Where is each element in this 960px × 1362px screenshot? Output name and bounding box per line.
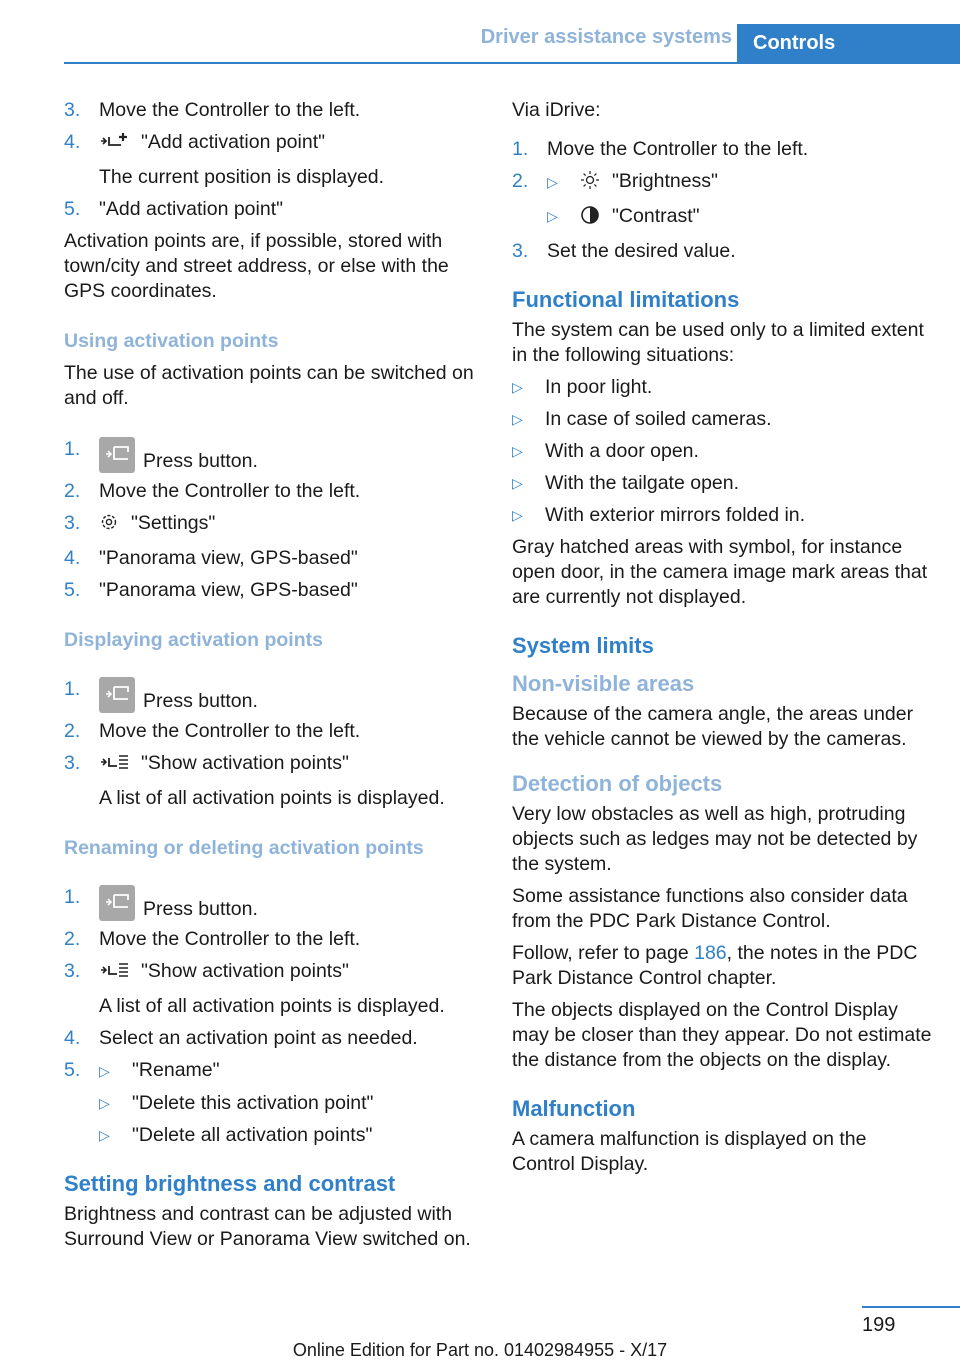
bullet-item (512, 503, 932, 528)
list-subtext: A list of all activation points is displayed. (99, 995, 445, 1017)
bullet-triangle-icon: ▷ (512, 443, 523, 459)
bullet-item (512, 439, 932, 464)
page-number: 199 (862, 1314, 896, 1336)
list-item (64, 511, 479, 539)
list-item (64, 1026, 479, 1051)
paragraph-brightness: Brightness and contrast can be adjusted with Surround View or Panorama View switched on. (64, 1203, 471, 1250)
header-chapter-tab: Controls (737, 24, 960, 62)
list-number: 2. (64, 720, 81, 742)
heading-system-limits: System limits (512, 633, 654, 658)
list-number: 3. (64, 960, 81, 982)
list-number: 2. (512, 170, 529, 192)
bullet-triangle-icon: ▷ (547, 208, 558, 224)
list-number: 4. (64, 547, 81, 569)
bullet-text: With a door open. (545, 440, 699, 462)
list-text: Move the Controller to the left. (99, 720, 361, 742)
list-number: 3. (64, 752, 81, 774)
bullet-triangle-icon: ▷ (547, 174, 558, 190)
bullet-triangle-icon: ▷ (512, 507, 523, 523)
paragraph-detection-1: Very low obstacles as well as high, protruding objects such as ledges may not be detected by the system. (512, 803, 918, 875)
heading-malfunction: Malfunction (512, 1096, 636, 1121)
bullet-triangle-icon: ▷ (512, 475, 523, 491)
list-item (64, 197, 479, 222)
heading-detection-of-objects: Detection of objects (512, 771, 723, 796)
paragraph-using: The use of activation points can be switched on and off. (64, 362, 474, 409)
right-column (512, 98, 932, 1184)
list-text: "Add activation point" (141, 131, 326, 153)
header-rule (64, 62, 960, 64)
paragraph-non-visible: Because of the camera angle, the areas under the vehicle cannot be viewed by the cameras. (512, 703, 914, 750)
show-list-icon (99, 960, 129, 987)
list-number: 3. (512, 240, 529, 262)
list-subtext: The current position is displayed. (99, 166, 385, 188)
camera-button-icon (99, 885, 135, 921)
bullet-text: With the tailgate open. (545, 472, 740, 494)
list-item (64, 959, 479, 1019)
bullet-item (512, 471, 932, 496)
bullet-item (512, 407, 932, 432)
paragraph-functional: The system can be used only to a limited extent in the following situations: (512, 319, 924, 366)
list-text: Press button. (143, 690, 258, 712)
add-point-icon (99, 131, 129, 158)
list-item (512, 169, 932, 197)
heading-renaming-deleting: Renaming or deleting activation points (64, 837, 424, 859)
list-text: "Rename" (132, 1059, 220, 1081)
list-item (64, 673, 479, 714)
list-text: Move the Controller to the left. (547, 138, 809, 160)
list-text: Press button. (143, 898, 258, 920)
list-text: "Panorama view, GPS-based" (99, 547, 358, 569)
bullet-triangle-icon: ▷ (99, 1095, 110, 1111)
left-column (64, 98, 479, 1259)
bullet-text: "Delete all activation points" (132, 1124, 373, 1146)
list-number: 4. (64, 131, 81, 153)
paragraph-malfunction: A camera malfunction is displayed on the Control Display. (512, 1128, 867, 1175)
follow-text-start: Follow, refer to page (512, 942, 695, 964)
list-item (64, 546, 479, 571)
list-item (64, 881, 479, 922)
heading-non-visible-areas: Non-visible areas (512, 671, 695, 696)
list-item (512, 239, 932, 264)
list-item (64, 927, 479, 952)
heading-brightness-contrast: Setting brightness and contrast (64, 1171, 396, 1196)
list-number: 3. (64, 99, 81, 121)
list-item (64, 130, 479, 190)
contrast-icon (580, 205, 600, 232)
gear-icon (99, 512, 119, 539)
bullet-text: With exterior mirrors folded in. (545, 504, 806, 526)
footer-rule (862, 1306, 960, 1308)
page-header (0, 0, 960, 64)
list-item (64, 433, 479, 474)
list-item (64, 719, 479, 744)
bullet-triangle-icon: ▷ (99, 1063, 110, 1079)
page-186-link[interactable]: 186 (694, 942, 727, 964)
list-number: 2. (64, 480, 81, 502)
list-item (64, 479, 479, 504)
paragraph-gray-hatched: Gray hatched areas with symbol, for instance open door, in the camera image mark areas that are currently not displayed. (512, 536, 928, 608)
follow-text-end: , the notes in the PDC Park Distance Control chapter. (512, 942, 918, 989)
list-text: "Add activation point" (99, 198, 284, 220)
paragraph-activation: Activation points are, if possible, stored with town/city and street address, or else with the GPS coordinates. (64, 230, 449, 302)
list-number: 4. (64, 1027, 81, 1049)
list-text: "Show activation points" (141, 752, 349, 774)
bullet-text: "Contrast" (612, 205, 700, 227)
camera-button-icon (99, 437, 135, 473)
footer-edition: Online Edition for Part no. 01402984955 - X/17 (292, 1340, 668, 1360)
heading-using-activation-points: Using activation points (64, 330, 279, 352)
header-section-title: Driver assistance systems (480, 26, 732, 48)
list-number: 1. (64, 678, 81, 700)
heading-functional-limitations: Functional limitations (512, 287, 740, 312)
bullet-triangle-icon: ▷ (512, 411, 523, 427)
list-number: 1. (64, 886, 81, 908)
list-text: "Settings" (131, 512, 216, 534)
list-item (64, 1058, 479, 1084)
bullet-text: "Delete this activation point" (132, 1092, 374, 1114)
list-item (64, 578, 479, 603)
list-number: 1. (64, 438, 81, 460)
list-item (64, 98, 479, 123)
paragraph-detection-2: Some assistance functions also consider data from the PDC Park Distance Control. (512, 885, 908, 932)
list-text: "Brightness" (612, 170, 718, 192)
list-number: 5. (64, 198, 81, 220)
list-text: Press button. (143, 450, 258, 472)
heading-displaying-activation-points: Displaying activation points (64, 629, 323, 651)
paragraph-via-idrive: Via iDrive: (512, 99, 601, 121)
list-number: 1. (512, 138, 529, 160)
list-number: 5. (64, 579, 81, 601)
list-text: "Show activation points" (141, 960, 349, 982)
list-text: "Panorama view, GPS-based" (99, 579, 358, 601)
list-item (64, 751, 479, 811)
bullet-item (512, 375, 932, 400)
show-list-icon (99, 752, 129, 779)
camera-button-icon (99, 677, 135, 713)
list-item (512, 137, 932, 162)
list-number: 2. (64, 928, 81, 950)
paragraph-objects-closer: The objects displayed on the Control Display may be closer than they appear. Do not estimate the distance from the objects on the display. (512, 999, 932, 1071)
bullet-triangle-icon: ▷ (99, 1127, 110, 1143)
bullet-text: In poor light. (545, 376, 653, 398)
list-text: Move the Controller to the left. (99, 99, 361, 121)
list-text: Move the Controller to the left. (99, 928, 361, 950)
list-subtext: A list of all activation points is displayed. (99, 787, 445, 809)
list-text: Select an activation point as needed. (99, 1027, 418, 1049)
list-text: Set the desired value. (547, 240, 736, 262)
list-text: Move the Controller to the left. (99, 480, 361, 502)
bullet-text: In case of soiled cameras. (545, 408, 772, 430)
bullet-triangle-icon: ▷ (512, 379, 523, 395)
paragraph-follow-page (512, 941, 932, 991)
bullet-item (99, 1091, 479, 1116)
bullet-item (99, 1123, 479, 1148)
list-number: 3. (64, 512, 81, 534)
bullet-item (547, 204, 932, 232)
list-number: 5. (64, 1059, 81, 1081)
brightness-icon (580, 170, 600, 197)
